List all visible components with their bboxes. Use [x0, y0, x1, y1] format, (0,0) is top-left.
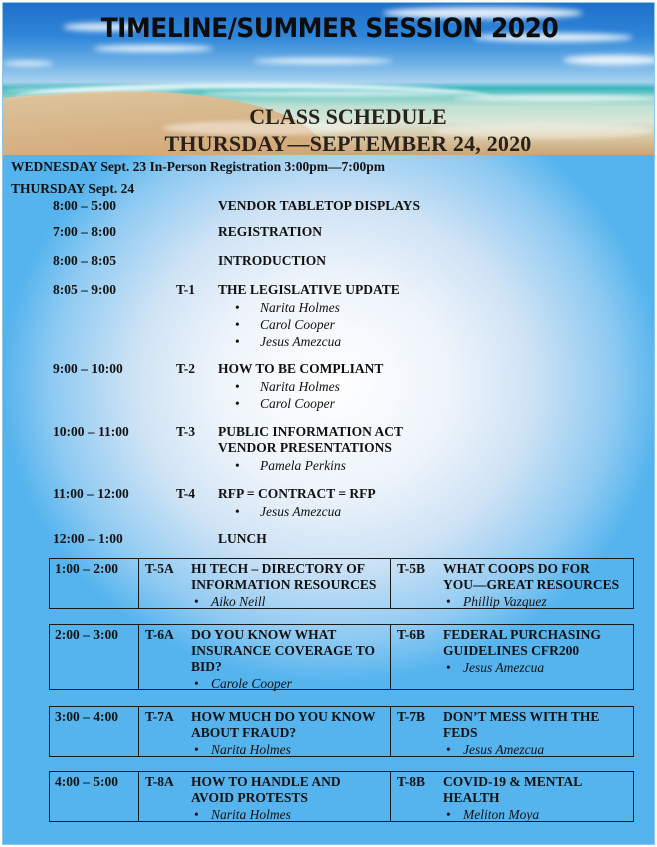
speaker: • Narita Holmes	[191, 742, 376, 758]
date-heading: THURSDAY—SEPTEMBER 24, 2020	[164, 131, 532, 155]
session-title-line: ABOUT FRAUD?	[191, 725, 297, 740]
speaker: • Jesus Amezcua	[218, 333, 400, 350]
session-time: 12:00 – 1:00	[53, 531, 123, 546]
breakout-time: 3:00 – 4:00	[50, 707, 139, 756]
session-time: 7:00 – 8:00	[53, 224, 116, 239]
session-code: T-7B	[397, 709, 426, 724]
session-title-line: FEDS	[443, 725, 478, 740]
breakout-track-a	[139, 559, 391, 608]
breakout-track-b	[391, 625, 633, 689]
session-code: T-2	[176, 361, 196, 376]
banner-title: TIMELINE/SUMMER SESSION 2020	[100, 13, 559, 44]
session-title-line: COVID-19 & MENTAL	[443, 774, 583, 789]
speaker-list	[218, 378, 383, 412]
session-code: T-6A	[145, 627, 174, 642]
speaker-list	[218, 503, 376, 520]
beach-banner-image	[3, 3, 655, 155]
session-title-line: AVOID PROTESTS	[191, 790, 308, 805]
schedule-page	[2, 2, 655, 845]
session-title-line: INSURANCE COVERAGE TO	[191, 643, 376, 658]
session-time: 9:00 – 10:00	[53, 361, 123, 376]
session-code: T-3	[176, 424, 196, 439]
session-title: REGISTRATION	[218, 224, 323, 239]
session-title: LUNCH	[218, 531, 267, 546]
session-title: RFP = CONTRACT = RFP	[218, 486, 376, 501]
session-time: 8:00 – 8:05	[53, 253, 116, 268]
session-title-line: HOW MUCH DO YOU KNOW	[191, 709, 376, 724]
breakout-time: 1:00 – 2:00	[50, 559, 139, 608]
breakout-track-a	[139, 625, 391, 689]
session-title: VENDOR TABLETOP DISPLAYS	[218, 198, 421, 213]
breakout-table	[49, 624, 634, 690]
class-schedule-heading: CLASS SCHEDULE	[249, 104, 447, 129]
session-time: 11:00 – 12:00	[53, 486, 129, 501]
speaker: • Aiko Neill	[191, 594, 376, 610]
session-time: 8:00 – 5:00	[53, 198, 116, 213]
speaker: • Carole Cooper	[191, 676, 375, 692]
session-code: T-6B	[397, 627, 426, 642]
speaker: • Jesus Amezcua	[443, 742, 599, 758]
speaker: • Narita Holmes	[218, 299, 400, 316]
session-title-line: DO YOU KNOW WHAT	[191, 627, 337, 642]
session-title-line: HOW TO HANDLE AND	[191, 774, 341, 789]
breakout-track-a	[139, 772, 391, 821]
session-title: HOW TO BE COMPLIANT	[218, 361, 384, 376]
session-title-line: PUBLIC INFORMATION ACT	[218, 424, 404, 439]
session-time: 10:00 – 11:00	[53, 424, 129, 439]
speaker: • Carol Cooper	[218, 395, 383, 412]
session-title-line: GUIDELINES CFR200	[443, 643, 580, 658]
session-code: T-5B	[397, 561, 426, 576]
breakout-table	[49, 771, 634, 822]
thursday-heading: THURSDAY Sept. 24	[11, 181, 135, 196]
speaker: • Narita Holmes	[218, 378, 383, 395]
session-title-line: WHAT COOPS DO FOR	[443, 561, 590, 576]
breakout-table	[49, 706, 634, 757]
session-time: 8:05 – 9:00	[53, 282, 116, 297]
session-title: THE LEGISLATIVE UPDATE	[218, 282, 400, 297]
session-code: T-4	[176, 486, 196, 501]
session-title-line: DON’T MESS WITH THE	[443, 709, 600, 724]
speaker: • Meliton Moya	[443, 807, 582, 823]
session-code: T-1	[176, 282, 196, 297]
session-code: T-5A	[145, 561, 174, 576]
speaker: • Phillip Vazquez	[443, 594, 619, 610]
speaker: • Jesus Amezcua	[218, 503, 376, 520]
speaker-list	[218, 299, 400, 350]
session-code: T-7A	[145, 709, 174, 724]
breakout-time: 2:00 – 3:00	[50, 625, 139, 689]
session-title-line: FEDERAL PURCHASING	[443, 627, 601, 642]
breakout-table	[49, 558, 634, 609]
breakout-track-b	[391, 772, 633, 821]
session-title-line: HEALTH	[443, 790, 500, 805]
session-code: T-8A	[145, 774, 174, 789]
session-title-line: HI TECH – DIRECTORY OF	[191, 561, 366, 576]
speaker: • Pamela Perkins	[218, 457, 403, 474]
speaker-list	[218, 457, 403, 474]
session-title: INTRODUCTION	[218, 253, 327, 268]
breakout-track-b	[391, 707, 633, 756]
speaker: • Jesus Amezcua	[443, 660, 601, 676]
speaker: • Narita Holmes	[191, 807, 341, 823]
wednesday-registration-note: WEDNESDAY Sept. 23 In-Person Registration 3:00pm—7:00pm	[11, 159, 386, 174]
speaker: • Carol Cooper	[218, 316, 400, 333]
breakout-track-a	[139, 707, 391, 756]
session-title-line: BID?	[191, 659, 222, 674]
session-title-line: VENDOR PRESENTATIONS	[218, 440, 392, 455]
breakout-track-b	[391, 559, 633, 608]
breakout-time: 4:00 – 5:00	[50, 772, 139, 821]
session-code: T-8B	[397, 774, 426, 789]
session-title-line: YOU—GREAT RESOURCES	[443, 577, 620, 592]
session-title-line: INFORMATION RESOURCES	[191, 577, 377, 592]
